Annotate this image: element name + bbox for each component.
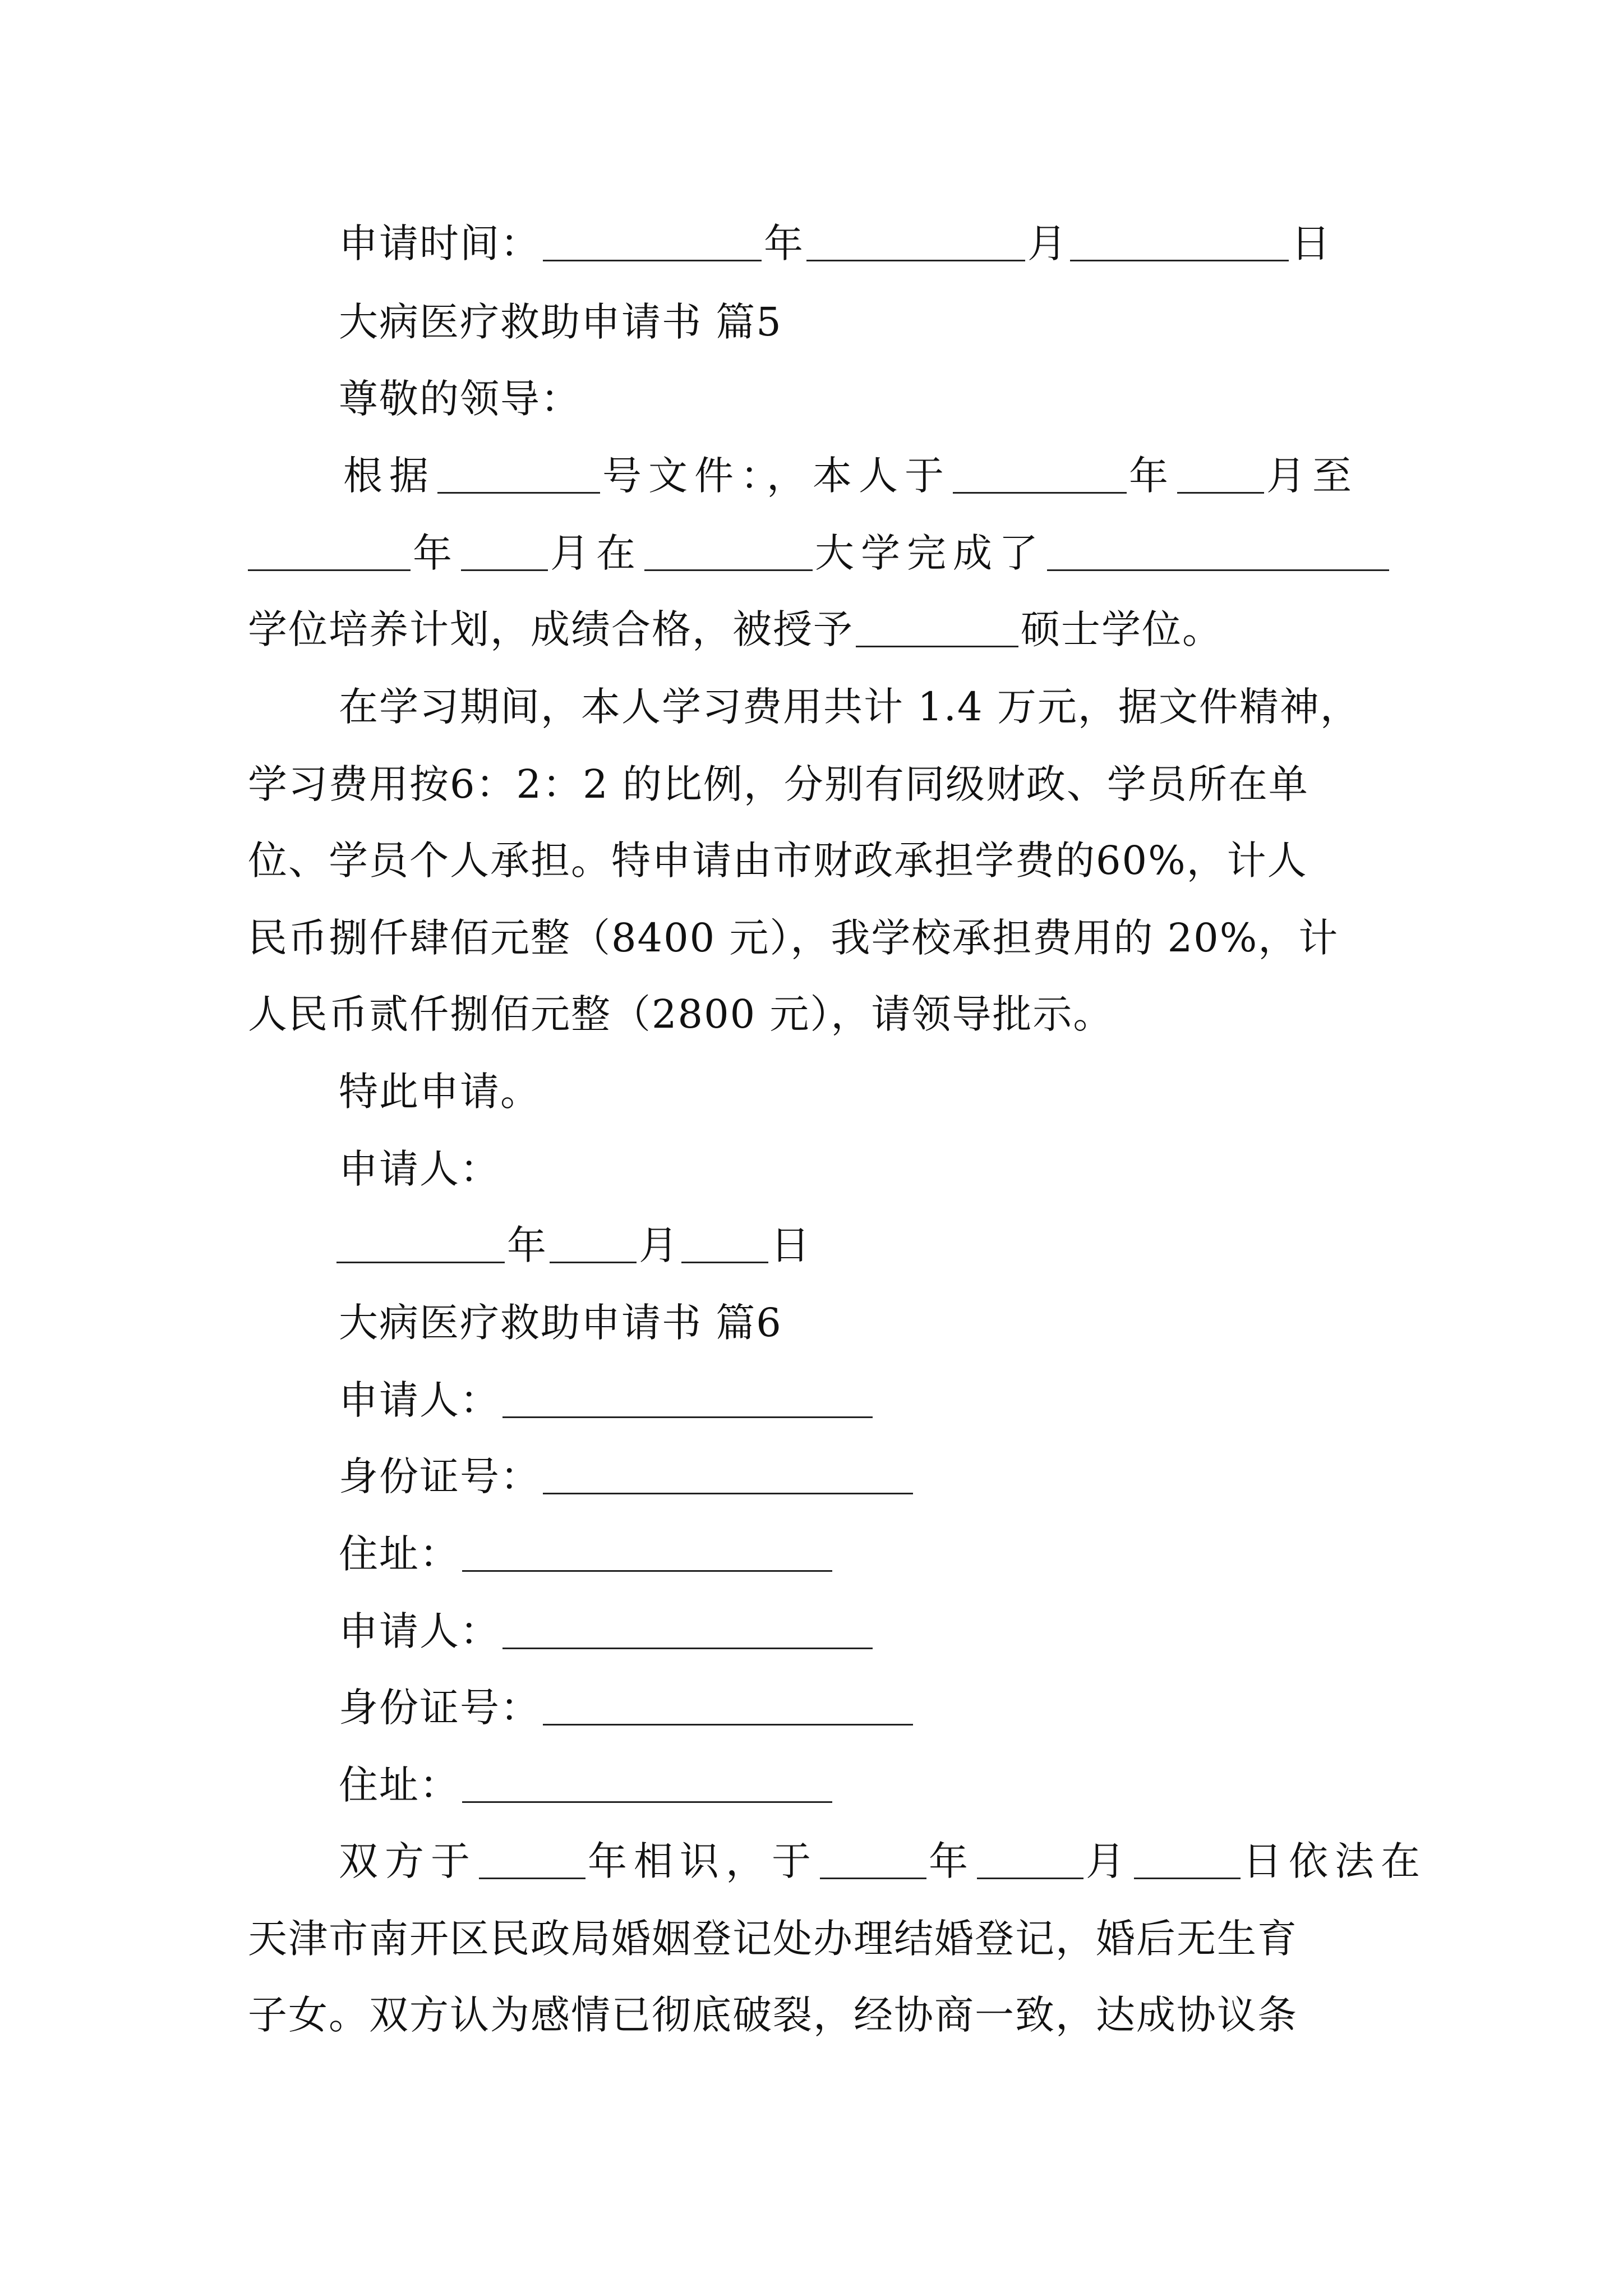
text-span: 号文件：，本人于 <box>602 453 951 499</box>
blank-field[interactable] <box>953 456 1127 494</box>
paragraph-line: 位、学员个人承担。特申请由市财政承担学费的60%，计人 <box>248 838 1308 884</box>
form-field-row <box>339 1377 875 1424</box>
text-span: 大学完成了 <box>815 530 1045 576</box>
blank-field[interactable] <box>681 1226 768 1263</box>
paragraph-line: 天津市南开区民政局婚姻登记处办理结婚登记，婚后无生育 <box>248 1916 1298 1962</box>
blank-field[interactable] <box>806 224 1025 261</box>
field-label: 身份证号： <box>339 1685 541 1731</box>
blank-field[interactable] <box>543 224 762 261</box>
text-span: 硕士学位。 <box>1021 606 1223 652</box>
signature-date-line <box>336 1222 811 1269</box>
application-date-label: 申请时间： <box>339 220 541 266</box>
month-label: 月 <box>1027 220 1068 266</box>
form-field-row <box>339 1530 834 1577</box>
blank-field[interactable] <box>248 533 411 571</box>
year-label: 年 <box>507 1222 547 1268</box>
text-span: 年 <box>413 530 459 576</box>
salutation: 尊敬的领导： <box>339 376 581 422</box>
text-span: 月至 <box>1266 453 1358 499</box>
text-span: 学位培养计划，成绩合格，被授予 <box>248 606 854 652</box>
form-field-row <box>339 1761 834 1809</box>
section-heading-6: 大病医疗救助申请书 篇6 <box>339 1300 782 1346</box>
field-label: 住址： <box>339 1762 460 1808</box>
field-label: 申请人： <box>339 1608 500 1654</box>
form-field-row <box>339 1453 915 1500</box>
text-span: 月 <box>1086 1838 1132 1884</box>
paragraph-line: 民币捌仟肆佰元整（8400 元），我学校承担费用的 20%，计 <box>248 915 1339 961</box>
form-field-row <box>339 1684 915 1731</box>
month-label: 月 <box>639 1222 679 1268</box>
text-span: 年 <box>1129 453 1175 499</box>
blank-field[interactable] <box>502 1381 873 1418</box>
blank-field[interactable] <box>479 1842 585 1879</box>
paragraph-line <box>343 452 1358 499</box>
blank-field[interactable] <box>1177 456 1264 494</box>
paragraph-line: 人民币贰仟捌佰元整（2800 元），请领导批示。 <box>248 991 1114 1037</box>
form-field-row <box>339 1608 875 1655</box>
paragraph-line <box>248 606 1223 653</box>
text-span: 年相识，于 <box>588 1838 818 1884</box>
year-label: 年 <box>764 220 804 266</box>
text-span: 日依法在 <box>1243 1838 1427 1884</box>
field-label: 申请人： <box>339 1377 500 1423</box>
field-label: 身份证号： <box>339 1453 541 1499</box>
blank-field[interactable] <box>336 1226 505 1263</box>
day-label: 日 <box>1291 220 1331 266</box>
text-span: 月在 <box>550 530 642 576</box>
paragraph-line: 子女。双方认为感情已彻底破裂，经协商一致，达成协议条 <box>248 1992 1298 2038</box>
blank-field[interactable] <box>462 1534 832 1572</box>
paragraph-line <box>339 1838 1427 1885</box>
paragraph-line: 在学习期间，本人学习费用共计 1.4 万元，据文件精神， <box>339 684 1361 730</box>
section-heading-5: 大病医疗救助申请书 篇5 <box>339 299 782 345</box>
blank-field[interactable] <box>502 1612 873 1649</box>
text-span: 双方于 <box>339 1838 477 1884</box>
text-span: 年 <box>929 1838 975 1884</box>
blank-field[interactable] <box>437 456 600 494</box>
applicant-label: 申请人： <box>339 1146 500 1192</box>
blank-field[interactable] <box>856 610 1018 647</box>
application-date-line <box>339 220 1331 267</box>
blank-field[interactable] <box>462 1765 832 1803</box>
text-span: 根据 <box>343 453 435 499</box>
blank-field[interactable] <box>644 533 813 571</box>
blank-field[interactable] <box>1047 533 1389 571</box>
closing: 特此申请。 <box>339 1069 541 1115</box>
paragraph-line <box>248 530 1391 577</box>
paragraph-line: 学习费用按6：2：2 的比例，分别有同级财政、学员所在单 <box>248 761 1309 807</box>
blank-field[interactable] <box>977 1842 1083 1879</box>
blank-field[interactable] <box>820 1842 926 1879</box>
blank-field[interactable] <box>1134 1842 1241 1879</box>
blank-field[interactable] <box>543 1457 913 1494</box>
blank-field[interactable] <box>543 1688 913 1726</box>
blank-field[interactable] <box>1070 224 1289 261</box>
day-label: 日 <box>771 1222 811 1268</box>
blank-field[interactable] <box>461 533 548 571</box>
field-label: 住址： <box>339 1531 460 1577</box>
blank-field[interactable] <box>550 1226 637 1263</box>
